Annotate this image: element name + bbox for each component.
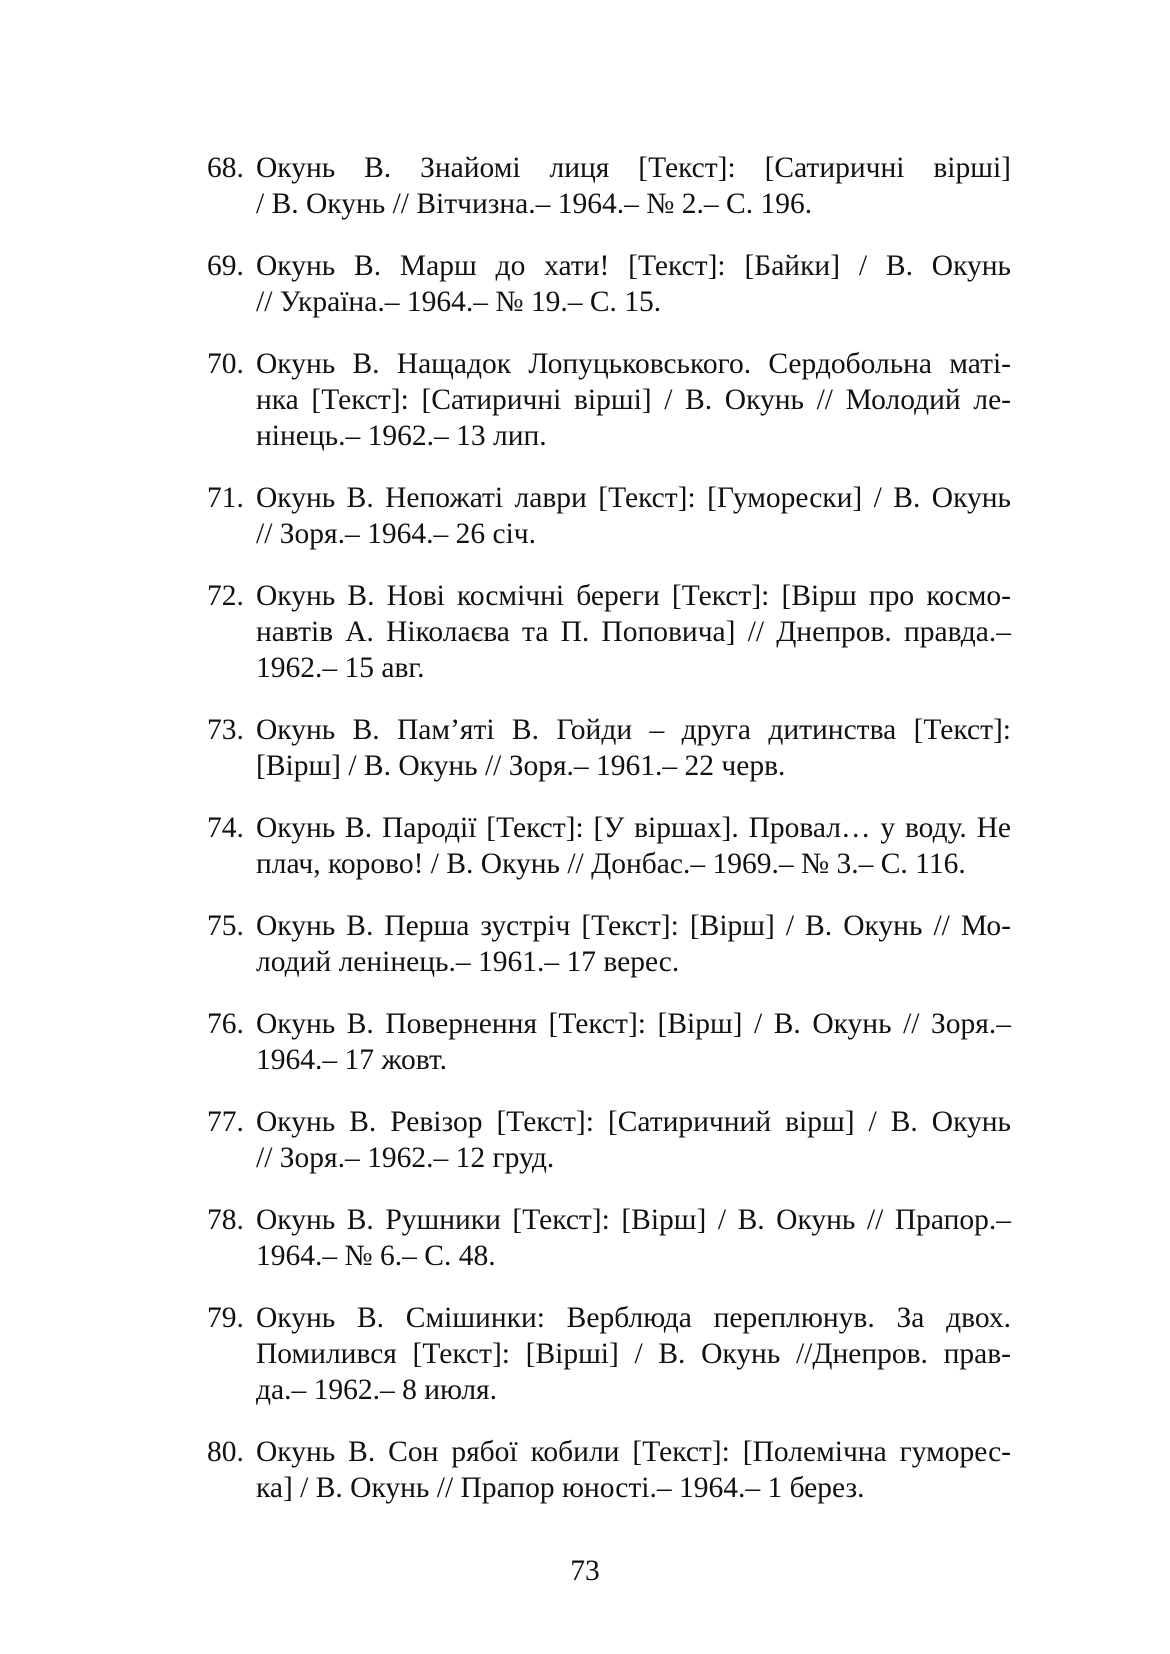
entry-text [256,1300,1011,1408]
entry-line: Окунь В. Марш до хати! [Текст]: [Байки] / В. Окунь [256,250,1011,282]
entry-text [256,1202,1011,1274]
entry-line: Окунь В. Рушники [Текст]: [Вірш] / В. Окунь // Прапор.– [256,1204,1011,1236]
entry-line: Помилився [Текст]: [Вірші] / В. Окунь //Днепров. прав- [256,1338,1011,1370]
entry-line: нінець.– 1962.– 13 лип. [256,420,547,452]
entry-line: // Україна.– 1964.– № 19.– С. 15. [256,286,662,318]
entry-line: Окунь В. Непожаті лаври [Текст]: [Гуморески] / В. Окунь [256,482,1011,514]
entry-line: // Зоря.– 1962.– 12 груд. [256,1142,555,1174]
entry-line: 1962.– 15 авг. [256,652,425,684]
entry-text [256,248,1011,320]
entry-text [256,346,1011,454]
entry-text [256,712,1011,784]
entry-line: да.– 1962.– 8 июля. [256,1374,497,1406]
entry-line: Окунь В. Нащадок Лопуцьковського. Сердобольна маті- [256,348,1011,380]
entry-line: Окунь В. Ревізор [Текст]: [Сатиричний вірш] / В. Окунь [256,1106,1011,1138]
bibliography-entry [207,1006,1011,1078]
bibliography-entry [207,908,1011,980]
entry-line: плач, корово! / В. Окунь // Донбас.– 1969.– № 3.– С. 116. [256,848,966,880]
entry-line: // Зоря.– 1964.– 26 січ. [256,518,536,550]
entry-line: Окунь В. Смішинки: Верблюда переплюнув. За двох. [256,1302,1011,1334]
entry-line: ка] / В. Окунь // Прапор юності.– 1964.– 1 берез. [256,1472,865,1504]
bibliography-entry [207,712,1011,784]
entry-line: Окунь В. Нові космічні береги [Текст]: [Вірш про космо- [256,580,1011,612]
entry-line: Окунь В. Повернення [Текст]: [Вірш] / В. Окунь // Зоря.– [256,1008,1011,1040]
bibliography-entry [207,150,1011,222]
bibliography-entry [207,480,1011,552]
entry-line: Окунь В. Знайомі лиця [Текст]: [Сатиричні вірші] [256,152,1011,184]
entry-number: 70. [207,348,244,380]
page-number: 73 [570,1555,600,1587]
entry-line: 1964.– 17 жовт. [256,1044,448,1076]
entry-number: 75. [207,910,244,942]
entry-line: Окунь В. Сон рябої кобили [Текст]: [Полемічна гуморес- [256,1436,1011,1468]
entry-number: 77. [207,1106,244,1138]
entry-text [256,150,1011,222]
entry-number: 78. [207,1204,244,1236]
entry-line: нка [Текст]: [Сатиричні вірші] / В. Окунь // Молодий ле- [256,384,1011,416]
entry-line: навтів А. Ніколаєва та П. Поповича] // Днепров. правда.– [256,616,1011,648]
bibliography-entry [207,248,1011,320]
entry-number: 69. [207,250,244,282]
entry-line: 1964.– № 6.– С. 48. [256,1240,496,1272]
entry-text [256,480,1011,552]
bibliography-entry [207,1104,1011,1176]
entry-line: Окунь В. Пародії [Текст]: [У віршах]. Провал… у воду. Не [256,812,1011,844]
bibliography-entry [207,810,1011,882]
entry-number: 73. [207,714,244,746]
bibliography-entry [207,346,1011,454]
entry-text [256,1434,1011,1506]
entry-line: [Вірш] / В. Окунь // Зоря.– 1961.– 22 черв. [256,750,786,782]
entry-number: 74. [207,812,244,844]
entry-line: Окунь В. Перша зустріч [Текст]: [Вірш] / В. Окунь // Мо- [256,910,1011,942]
entry-number: 68. [207,152,244,184]
entry-line: / В. Окунь // Вітчизна.– 1964.– № 2.– С. 196. [256,188,813,220]
entry-number: 71. [207,482,244,514]
entry-number: 80. [207,1436,244,1468]
bibliography-entry [207,1434,1011,1506]
bibliography-list [207,150,1011,1532]
entry-line: лодий ленінець.– 1961.– 17 верес. [256,946,680,978]
entry-number: 72. [207,580,244,612]
entry-number: 76. [207,1008,244,1040]
entry-text [256,908,1011,980]
entry-line: Окунь В. Пам’яті В. Гойди – друга дитинства [Текст]: [256,714,1011,746]
bibliography-entry [207,1202,1011,1274]
entry-text [256,1006,1011,1078]
bibliography-entry [207,578,1011,686]
entry-text [256,1104,1011,1176]
bibliography-entry [207,1300,1011,1408]
entry-number: 79. [207,1302,244,1334]
entry-text [256,578,1011,686]
entry-text [256,810,1011,882]
